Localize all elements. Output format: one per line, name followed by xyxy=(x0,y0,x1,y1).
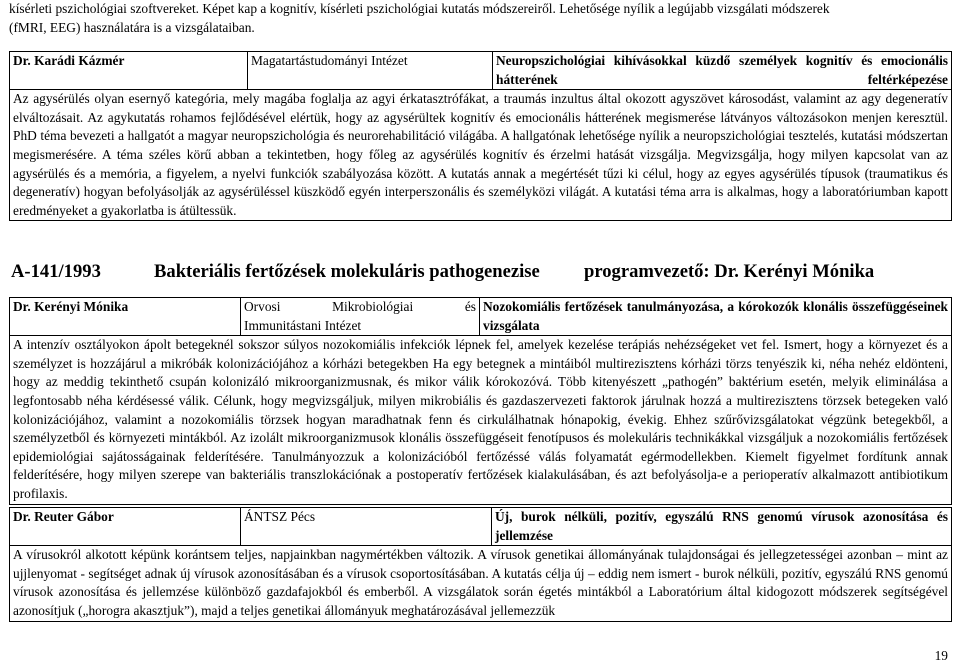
intro-paragraph xyxy=(9,0,951,37)
topic-title: Új, burok nélküli, pozitív, egyszálú RNS genomú vírusok azonosítása és jellemzése xyxy=(492,508,952,546)
supervisor-name: Dr. Karádi Kázmér xyxy=(10,52,248,90)
institute-line-1: Orvosi Mikrobiológiai és xyxy=(244,299,476,314)
topic-description: A intenzív osztályokon ápolt betegeknél sokszor súlyos nozokomiális infekciók lépnek fel, amelyek kezelése terápiás nehézségeket vet fel. Ismert, hogy a környezet és a személyzet is hozzájárul a mikróbák kolonizációjához a kórházi betegekben Ha egy betegnek a mintáiból multirezisztens kórházi törzs tenyészik ki, néha nehéz eldönteni, hogy az meddig tekinthető csupán kolonizáló mikroorganizmusnak, és mikor válik kórokozóvá. Több kitenyészett „pathogén” baktérium esetén, melyik eliminálása a legfontosabb néha kérdésessé válik. Célunk, hogy megvizsgáljuk, milyen mikrobiális és gazdaszervezeti faktorok járulnak hozzá a multirezisztens törzsek betegeken való kolonizációjához, valamint a nozokomiális törzsek hogyan maradhatnak fenn és cirkulálhatnak hónapokig, évekig. Ehhez szűrővizsgálatokat végzünk betegekből, a személyzetből és környezeti mintákból. Az izolált mikroorganizmusok klonális összefüggéseit fenotípusos és molekuláris technikákkal vizsgáljuk a nozokomiális fertőzések epidemiológiai sajátosságainak felderítésére. Tanulmányozzuk a kolonizációból fertőzéssé válás folyamatát egérmodellekben. Kiemelt figyelmet fordítunk annak felderítésére, hogy milyen szerepe van bakteriális transzlokációnak a postoperatív fertőzések kialakulásában, és azt befolyásolja-e a perioperatív alkalmazott antibiotikum profilaxis. xyxy=(10,336,952,504)
intro-line-2: (fMRI, EEG) használatára is a vizsgálataiban. xyxy=(9,19,255,35)
institute-name xyxy=(241,298,480,336)
program-title: Bakteriális fertőzések molekuláris pathogenezise xyxy=(154,261,540,282)
supervisor-name: Dr. Kerényi Mónika xyxy=(10,298,241,336)
institute-name: Magatartástudományi Intézet xyxy=(248,52,493,90)
supervisor-name: Dr. Reuter Gábor xyxy=(10,508,241,546)
topic-title: Nozokomiális fertőzések tanulmányozása, a kórokozók klonális összefüggéseinek vizsgálata xyxy=(480,298,952,336)
program-leader: programvezető: Dr. Kerényi Mónika xyxy=(584,261,875,282)
research-topic-karadi xyxy=(9,51,952,221)
institute-name: ÁNTSZ Pécs xyxy=(241,508,492,546)
topic-title: Neuropszichológiai kihívásokkal küzdő személyek kognitív és emocionális hátterének feltérképezése xyxy=(493,52,952,90)
page-number: 19 xyxy=(934,648,948,663)
intro-line-1: kísérleti pszichológiai szoftvereket. Képet kap a kognitív, kísérleti pszichológiai kutatás módszereiről. Lehetősége nyílik a legújabb vizsgálati módszerek xyxy=(9,1,830,16)
research-topic-kerenyi xyxy=(9,297,952,505)
research-topic-reuter xyxy=(9,507,952,622)
topic-description: Az agysérülés olyan esernyő kategória, mely magába foglalja az agyi érkatasztrófákat, a traumás inzultus által okozott agyszövet károsodást, valamint az agy degeneratív elváltozásait. Az agykutatás rohamos fejlődésével elértük, hogy az agysérültek kognitív és emocionális hátterének megismerése látványos változásokon menjen keresztül. PhD téma bevezeti a hallgatót a magyar neuropszichológia és neurorehabilitáció világába. A hallgatónak lehetősége nyílik a neuropszichológiai tesztelés, kutatási módszertan megismerésére. A téma széles körű abban a tekintetben, hogy főleg az agysérülés kognitív és érzelmi hatását vizsgálja. Megvizsgálja, hogy milyen kapcsolat van az agysérülés és a memória, a figyelem, a nyelvi funkciók szabályozása között. A kutatás annak a megértését tűzi ki célul, hogy az egyes agysérülés típusok (traumatikus és degeneratív) hogyan befolyásolják az agysérüléssel küszködő egyén interperszonális és személyközi világát. A kutatási téma arra is alkalmas, hogy a laboratóriumban kapott eredményeket a gyakorlatba is átültessük. xyxy=(10,90,952,221)
topic-description: A vírusokról alkotott képünk korántsem teljes, napjainkban nagymértékben változik. A vírusok genetikai állományának tulajdonságai és jellegzetességei azonban – mint az ujjlenyomat - segítséget adnak új vírusok azonosításában és a vírusok csoportosításában. A kutatás célja új – eddig nem ismert - burok nélküli, pozitív, egyszálú RNS genomú vírusok azonosítása és jellemzése különböző gazdafajokból és emberből. A vizsgálatok során égetés mintákból a Laboratórium által kidogozott módszerek segítségével azonosítjuk („horogra akasztjuk”), majd a teljes genetikai állományuk meghatározásával jellemezzük xyxy=(10,546,952,621)
institute-line-2: Immunitástani Intézet xyxy=(244,317,362,333)
program-code: A-141/1993 xyxy=(11,261,101,282)
